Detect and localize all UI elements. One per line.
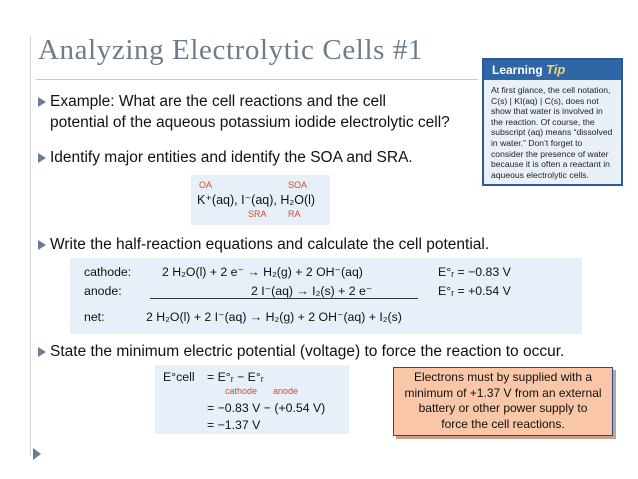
bullet-identify: Identify major entities and identify the SOA and SRA. (50, 149, 413, 166)
callout-line: force the cell reactions. (441, 416, 565, 431)
cell-potential-substitution: = −0.83 V − (+0.54 V) (207, 401, 326, 415)
slide-title: Analyzing Electrolytic Cells #1 (38, 34, 424, 66)
net-equation: 2 H₂O(l) + 2 I⁻(aq) → H₂(g) + 2 OH⁻(aq) + I₂(s) (146, 310, 402, 324)
tip-line: because it is often a reactant in (491, 159, 610, 170)
bullet-arrow-icon (38, 153, 46, 163)
cell-potential-lhs: E°cell (163, 370, 195, 384)
bullet-arrow-icon (38, 240, 46, 250)
sra-label: SRA (248, 209, 267, 219)
learning-tip-box (482, 58, 623, 186)
cathode-potential: E°ᵣ = −0.83 V (438, 265, 511, 279)
callout-line: minimum of +1.37 V from an external (404, 385, 602, 400)
callout-line: Electrons must by supplied with a (413, 370, 593, 384)
bullet-example-line1: Example: What are the cell reactions and the cell (50, 93, 387, 110)
entities-species: K⁺(aq), I⁻(aq), H₂O(l) (197, 193, 316, 207)
bullet-example-line2: potential of the aqueous potassium iodide electrolytic cell? (50, 114, 450, 131)
ra-label: RA (288, 209, 301, 219)
oa-label: OA (199, 180, 213, 190)
bullet-minimum-potential: State the minimum electric potential (voltage) to force the reaction to occur. (50, 343, 565, 360)
cathode-subscript: cathode (225, 386, 258, 396)
bullet-half-reactions: Write the half-reaction equations and calculate the cell potential. (50, 236, 490, 253)
tip-line: aqueous electrolytic cells. (491, 169, 589, 180)
anode-label: anode: (84, 284, 122, 298)
cathode-equation: 2 H₂O(l) + 2 e⁻ → H₂(g) + 2 OH⁻(aq) (162, 265, 363, 279)
entities-figure (191, 175, 330, 225)
tip-line: C(s) | KI(aq) | C(s), does not (491, 95, 599, 106)
learning-tip-body (484, 80, 621, 180)
sum-rule (150, 298, 418, 299)
anode-equation: 2 I⁻(aq) → I₂(s) + 2 e⁻ (251, 284, 373, 298)
bullet-arrow-icon (38, 347, 46, 357)
tip-line: subscript (aq) means “dissolved (491, 127, 613, 138)
learning-tip-header (484, 60, 621, 80)
anode-subscript: anode (273, 386, 299, 396)
tip-line: show that water is involved in (491, 106, 603, 117)
tip-line: At first glance, the cell notation, (491, 85, 611, 95)
anode-potential: E°ᵣ = +0.54 V (438, 284, 511, 298)
left-margin-rule (30, 36, 31, 456)
half-reactions-figure (70, 258, 582, 334)
title-underline (36, 79, 478, 80)
cell-potential-result: = −1.37 V (207, 418, 261, 432)
cell-potential-formula: = E°ᵣ − E°ᵣ (207, 370, 264, 384)
slide-nav-arrow-icon[interactable] (33, 448, 41, 460)
electrons-callout (393, 367, 613, 436)
bullet-arrow-icon (38, 97, 46, 107)
callout-line: battery or other power supply to (418, 401, 588, 415)
learning-tip-accent: Tip (546, 62, 566, 77)
net-label: net: (84, 310, 105, 324)
cell-potential-figure (155, 365, 349, 434)
learning-tip-heading: Learning (492, 63, 543, 77)
tip-line: the reaction. Of course, the (491, 116, 595, 127)
tip-line: consider the presence of water (491, 148, 609, 159)
soa-label: SOA (288, 180, 308, 190)
tip-line: in water.” Don’t forget to (491, 137, 583, 148)
cathode-label: cathode: (84, 265, 132, 279)
